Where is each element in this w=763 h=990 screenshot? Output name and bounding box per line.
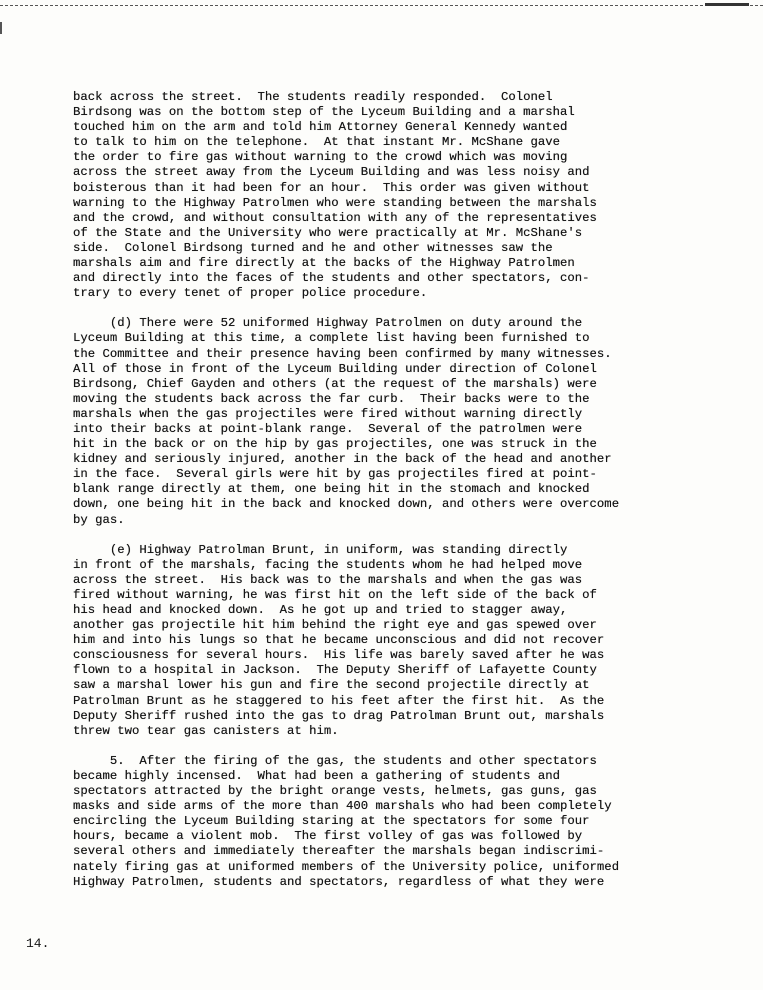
page-number: 14.: [26, 936, 50, 951]
text-line: and the crowd, and without consultation with any of the representatives: [73, 210, 597, 225]
text-line: Birdsong was on the bottom step of the Lyceum Building and a marshal: [73, 105, 575, 120]
text-line: back across the street. The students readily responded. Colonel: [73, 90, 553, 104]
text-line: across the street away from the Lyceum Building and was less noisy and: [73, 165, 590, 180]
paragraph-gap: [73, 301, 633, 316]
text-line: flown to a hospital in Jackson. The Deputy Sheriff of Lafayette County: [73, 663, 597, 678]
text-line: the Committee and their presence having been confirmed by many witnesses.: [73, 346, 612, 361]
text-line: trary to every tenet of proper police procedure.: [73, 286, 428, 301]
text-line: blank range directly at them, one being hit in the stomach and knocked: [73, 482, 590, 497]
text-line: encircling the Lyceum Building staring at the spectators for some four: [73, 814, 590, 829]
paragraph: [73, 316, 633, 527]
text-line: Patrolman Brunt as he staggered to his feet after the first hit. As the: [73, 693, 605, 708]
text-line: across the street. His back was to the marshals and when the gas was: [73, 572, 583, 587]
text-line: down, one being hit in the back and knocked down, and others were overcome: [73, 497, 620, 512]
left-edge-mark: [0, 22, 2, 34]
text-line: marshals when the gas projectiles were fired without warning directly: [73, 406, 583, 421]
text-line: kidney and seriously injured, another in the back of the head and another: [73, 452, 612, 467]
paragraph-gap: [73, 739, 633, 754]
paragraph: [73, 754, 633, 890]
text-line: warning to the Highway Patrolmen who were standing between the marshals: [73, 195, 597, 210]
text-line: saw a marshal lower his gun and fire the second projectile directly at: [73, 678, 590, 693]
text-line: spectators attracted by the bright orange vests, helmets, gas guns, gas: [73, 784, 597, 799]
top-edge-line: [0, 5, 763, 6]
text-line: became highly incensed. What had been a gathering of students and: [73, 768, 561, 783]
text-line: to talk to him on the telephone. At that instant Mr. McShane gave: [73, 135, 561, 150]
text-line: marshals aim and fire directly at the backs of the Highway Patrolmen: [73, 256, 575, 271]
text-line: touched him on the arm and told him Attorney General Kennedy wanted: [73, 120, 568, 135]
text-line: the order to fire gas without warning to the crowd which was moving: [73, 150, 568, 165]
text-line: 5. After the firing of the gas, the students and other spectators: [73, 753, 597, 768]
text-line: hit in the back or on the hip by gas projectiles, one was struck in the: [73, 437, 597, 452]
text-line: Lyceum Building at this time, a complete list having been furnished to: [73, 331, 590, 346]
paragraph: [73, 543, 633, 739]
text-line: side. Colonel Birdsong turned and he and other witnesses saw the: [73, 240, 553, 255]
text-line: Highway Patrolmen, students and spectators, regardless of what they were: [73, 874, 605, 889]
paragraph-gap: [73, 528, 633, 543]
text-line: (e) Highway Patrolman Brunt, in uniform, was standing directly: [73, 542, 568, 557]
text-line: his head and knocked down. As he got up and tried to stagger away,: [73, 603, 568, 617]
text-line: nately firing gas at uniformed members of the University police, uniformed: [73, 859, 620, 874]
text-line: and directly into the faces of the students and other spectators, con-: [73, 271, 590, 286]
text-line: moving the students back across the far curb. Their backs were to the: [73, 391, 590, 406]
text-line: Deputy Sheriff rushed into the gas to drag Patrolman Brunt out, marshals: [73, 708, 605, 723]
text-line: of the State and the University who were practically at Mr. McShane's: [73, 225, 583, 240]
text-line: by gas.: [73, 512, 125, 527]
text-line: threw two tear gas canisters at him.: [73, 723, 339, 738]
text-line: consciousness for several hours. His life was barely saved after he was: [73, 648, 605, 663]
text-line: hours, became a violent mob. The first volley of gas was followed by: [73, 829, 583, 844]
paragraph: [73, 90, 633, 301]
text-line: boisterous than it had been for an hour. This order was given without: [73, 180, 590, 195]
text-line: him and into his lungs so that he became unconscious and did not recover: [73, 633, 605, 648]
text-line: Birdsong, Chief Gayden and others (at the request of the marshals) were: [73, 376, 597, 391]
body-text: [73, 90, 633, 890]
text-line: another gas projectile hit him behind the right eye and gas spewed over: [73, 618, 597, 633]
text-line: in the face. Several girls were hit by gas projectiles fired at point-: [73, 467, 597, 482]
text-line: into their backs at point-blank range. Several of the patrolmen were: [73, 421, 583, 436]
text-line: several others and immediately thereafter the marshals began indiscrimi-: [73, 844, 605, 859]
text-line: (d) There were 52 uniformed Highway Patrolmen on duty around the: [73, 316, 583, 331]
text-line: in front of the marshals, facing the students whom he had helped move: [73, 557, 583, 572]
text-line: fired without warning, he was first hit on the left side of the back of: [73, 587, 597, 602]
text-line: masks and side arms of the more than 400 marshals who had been completely: [73, 799, 612, 814]
text-line: All of those in front of the Lyceum Building under direction of Colonel: [73, 361, 597, 376]
top-edge-mark: [705, 3, 749, 6]
